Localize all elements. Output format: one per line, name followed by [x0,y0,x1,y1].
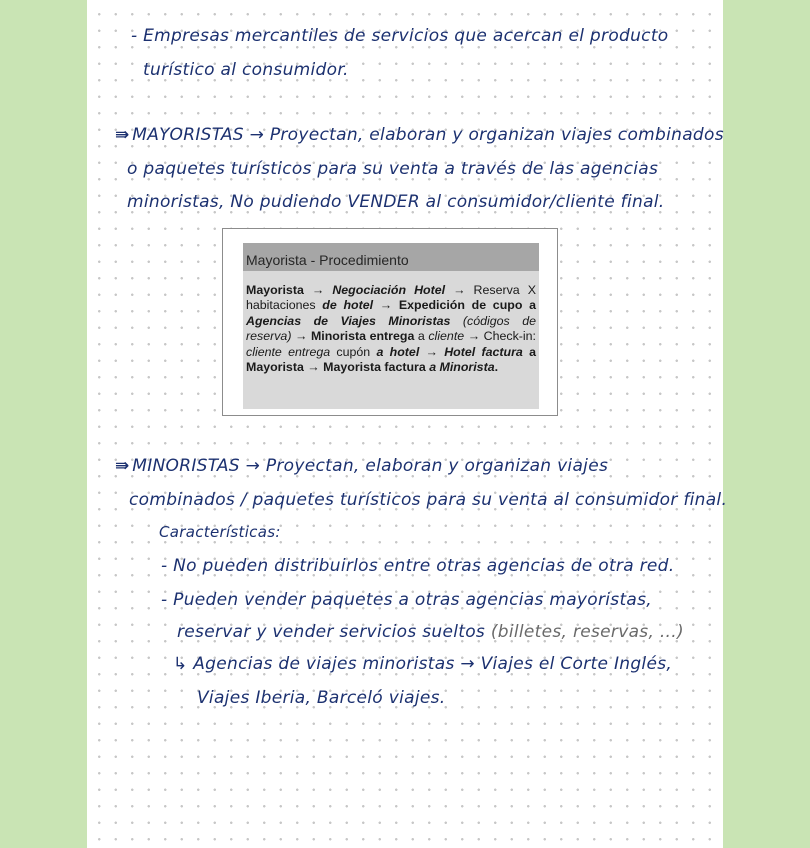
slide-text: a hotel [376,344,420,359]
slide-text: Reserva X habitaciones [246,283,536,313]
slide-arrow: → [445,283,474,297]
slide-text: Mayorista [246,283,304,297]
double-arrow-icon: ⇛ [115,456,127,476]
caracteristica-item-2: - Pueden vender paquetes a otras agencias mayoristas, [161,590,653,610]
minoristas-line-2: combinados / paquetes turísticos para su venta al consumidor final. [129,490,728,510]
mayoristas-line-1 [115,125,724,145]
slide-text: → Check-in: [464,329,536,344]
minoristas-heading: MINORISTAS → Proyectan, elaboran y organizan viajes [132,456,609,476]
slide-text: Agencias de Viajes Minoristas [246,313,451,328]
caracteristicas-label: Características: [159,523,281,541]
slide-text: Mayorista factura [323,360,430,375]
examples-line-2: Viajes Iberia, Barceló viajes. [197,688,446,708]
slide-arrow: → [419,344,445,359]
slide-text: a Minorista [429,360,495,375]
slide-text: cliente [428,329,465,344]
intro-line-1: - Empresas mercantiles de servicios que acercan el producto [131,26,669,46]
slide-arrow: → [303,283,333,297]
slide-body [243,271,539,375]
mayoristas-line-2: o paquetes turísticos para su venta a través de las agencias [127,159,659,179]
slide-text: cupón [330,344,377,359]
slide-text: Hotel factura [444,344,523,359]
slide-text: a [414,329,429,344]
slide-arrow: → [291,329,311,344]
slide-text: (códigos de reserva) [246,313,536,344]
slide-figure [222,228,558,416]
slide-title: Mayorista - Procedimiento [243,243,539,271]
slide-text: de hotel [322,298,374,313]
intro-line-2: turístico al consumidor. [143,60,349,80]
double-arrow-icon: ⇛ [115,125,127,145]
slide-text: Minorista entrega [310,329,415,344]
slide-text: Negociación Hotel [332,283,446,297]
caracteristica-item-2-cont [177,622,684,642]
slide-arrow: → [303,360,324,375]
slide-text: Expedición de cupo a [398,298,536,313]
examples-line-1: ↳ Agencias de viajes minoristas → Viajes el Corte Inglés, [173,654,673,674]
mayoristas-line-3: minoristas, No pudiendo VENDER al consumidor/cliente final. [127,192,665,212]
slide-text: . [494,360,499,375]
notebook-page [87,0,728,848]
slide-text: a Mayorista [246,344,536,375]
mayoristas-heading: MAYORISTAS → Proyectan, elaboran y organizan viajes combinados [132,125,724,145]
slide [243,243,539,409]
minoristas-line-1 [115,456,608,476]
slide-text: cliente entrega [246,344,331,359]
servicios-aside: (billetes, reservas, ...) [490,622,684,642]
servicios-sueltos-text: reservar y vender servicios sueltos [177,622,486,642]
slide-arrow: → [373,298,399,313]
caracteristica-item-1: - No pueden distribuirlos entre otras agencias de otra red. [161,556,675,576]
